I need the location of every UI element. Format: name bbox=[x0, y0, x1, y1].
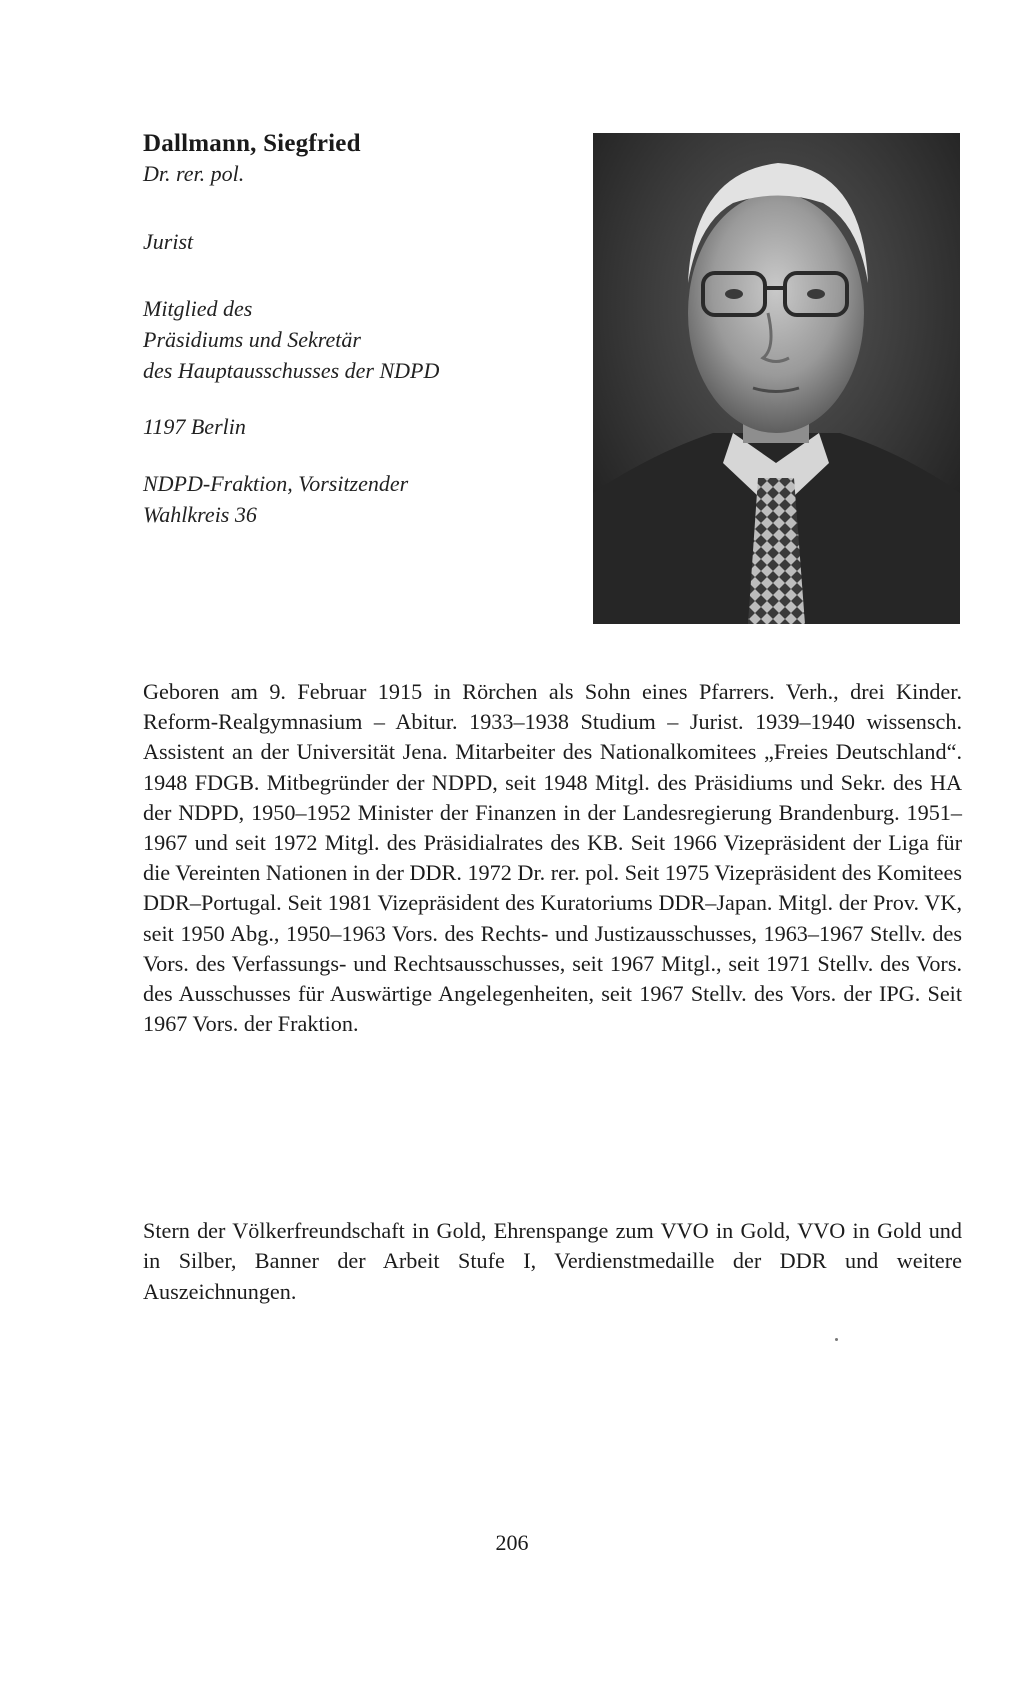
entry-name: Dallmann, Siegfried bbox=[143, 130, 361, 157]
position-line: Mitglied des bbox=[143, 296, 253, 321]
speck-mark bbox=[835, 1338, 838, 1341]
entry-position bbox=[143, 293, 439, 386]
page-number: 206 bbox=[495, 1530, 529, 1555]
position-line: Präsidiums und Sekretär bbox=[143, 327, 361, 352]
awards-paragraph: Stern der Völkerfreundschaft in Gold, Ehrenspange zum VVO in Gold, VVO in Gold und in Silber, Banner der Arbeit Stufe I, Verdienstmedaille der DDR und weitere Auszeichnungen. bbox=[143, 1218, 962, 1304]
entry-profession: Jurist bbox=[143, 229, 194, 254]
entry-title: Dr. rer. pol. bbox=[143, 161, 245, 186]
position-line: des Hauptausschusses der NDPD bbox=[143, 358, 440, 383]
biography-paragraph: Geboren am 9. Februar 1915 in Rörchen als Sohn eines Pfarrers. Verh., drei Kinder. Reform-Realgymnasium – Abitur. 1933–1938 Studium – Jurist. 1939–1940 wissensch. Assistent an der Universität Jena. Mitarbeiter des Nationalkomitees „Freies Deutschland“. 1948 FDGB. Mitbegründer der NDPD, seit 1948 Mitgl. des Präsidiums und Sekr. des HA der NDPD, 1950–1952 Minister der Finanzen in der Landesregierung Brandenburg. 1951–1967 und seit 1972 Mitgl. des Präsidialrates des KB. Seit 1966 Vizepräsident der Liga für die Vereinten Nationen in der DDR. 1972 Dr. rer. pol. Seit 1975 Vizepräsident des Komitees DDR–Portugal. Seit 1981 Vizepräsident des Kuratoriums DDR–Japan. Mitgl. der Prov. VK, seit 1950 Abg., 1950–1963 Vors. des Rechts- und Justizausschusses, 1963–1967 Stellv. des Vors. des Verfassungs- und Rechtsausschusses, seit 1967 Mitgl., seit 1971 Stellv. des Vors. des Ausschusses für Auswärtige Angelegenheiten, seit 1967 Stellv. des Vors. der IPG. Seit 1967 Vors. der Fraktion. bbox=[143, 679, 962, 1037]
awards-text bbox=[143, 1194, 962, 1329]
faction-line: NDPD-Fraktion, Vorsitzender bbox=[143, 471, 409, 496]
portrait-photo bbox=[593, 133, 960, 624]
biography-text bbox=[143, 677, 962, 1039]
faction-line: Wahlkreis 36 bbox=[143, 502, 257, 527]
entry-location: 1197 Berlin bbox=[143, 414, 246, 439]
entry-faction bbox=[143, 468, 408, 530]
